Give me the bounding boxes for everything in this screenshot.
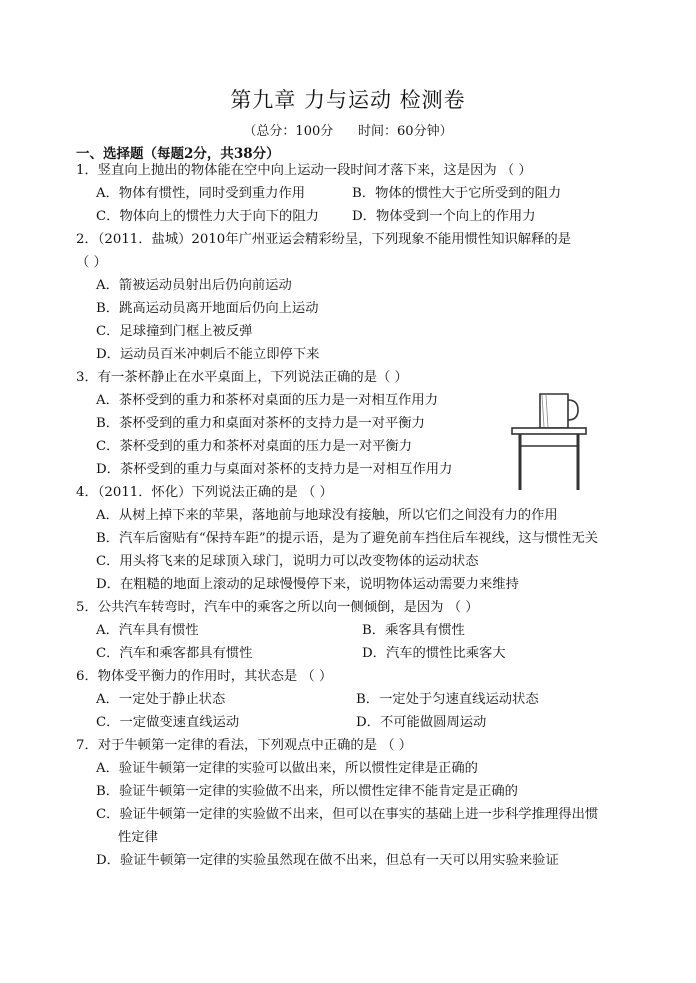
question-5-option-d: D．汽车的惯性比乘客大 bbox=[362, 646, 506, 661]
question-4-option-a: A．从树上掉下来的苹果，落地前与地球没有接触，所以它们之间没有力的作用 bbox=[96, 508, 558, 523]
question-2-option-d: D．运动员百米冲刺后不能立即停下来 bbox=[96, 347, 320, 362]
question-1-option-c: C．物体向上的惯性力大于向下的阻力 bbox=[96, 209, 319, 224]
section-heading: 一、选择题（每题2分，共38分） bbox=[76, 146, 280, 162]
question-2-option-c: C．足球撞到门框上被反弹 bbox=[96, 324, 253, 339]
question-2-stem: 2．（2011．盐城）2010年广州亚运会精彩纷呈，下列现象不能用惯性知识解释的是 bbox=[76, 232, 571, 247]
question-7-option-d: D．验证牛顿第一定律的实验虽然现在做不出来，但总有一天可以用实验来验证 bbox=[96, 853, 559, 868]
question-3-option-b: B．茶杯受到的重力和桌面对茶杯的支持力是一对平衡力 bbox=[96, 416, 425, 431]
question-3-option-d: D．茶杯受到的重力与桌面对茶杯的支持力是一对相互作用力 bbox=[96, 462, 453, 477]
question-6-option-d: D．不可能做圆周运动 bbox=[356, 715, 487, 730]
question-7-option-b: B．验证牛顿第一定律的实验做不出来，所以惯性定律不能肯定是正确的 bbox=[96, 784, 518, 799]
question-7-option-c: C．验证牛顿第一定律的实验做不出来，但可以在事实的基础上进一步科学推理得出惯 bbox=[96, 807, 599, 822]
question-1-stem: 1．竖直向上抛出的物体能在空中向上运动一段时间才落下来，这是因为 （ ） bbox=[76, 163, 532, 178]
question-7-stem: 7．对于牛顿第一定律的看法，下列观点中正确的是 （ ） bbox=[76, 738, 413, 753]
question-6-stem: 6．物体受平衡力的作用时，其状态是 （ ） bbox=[76, 669, 333, 684]
cup-on-table-figure bbox=[508, 386, 588, 496]
question-1-option-d: D．物体受到一个向上的作用力 bbox=[352, 209, 536, 224]
question-6-option-a: A．一定处于静止状态 bbox=[96, 692, 226, 707]
question-4-option-b: B．汽车后窗贴有“保持车距”的提示语，是为了避免前车挡住后车视线，这与惯性无关 bbox=[96, 531, 599, 546]
table-icon bbox=[512, 428, 586, 490]
question-1-option-b: B．物体的惯性大于它所受到的阻力 bbox=[352, 186, 562, 201]
question-5-option-b: B．乘客具有惯性 bbox=[362, 623, 465, 638]
question-4-option-d: D．在粗糙的地面上滚动的足球慢慢停下来，说明物体运动需要力来维持 bbox=[96, 577, 519, 592]
question-1-option-a: A．物体有惯性，同时受到重力作用 bbox=[96, 186, 306, 201]
question-7-option-a: A．验证牛顿第一定律的实验可以做出来，所以惯性定律是正确的 bbox=[96, 761, 478, 776]
cup-icon bbox=[540, 394, 578, 428]
question-5-stem: 5．公共汽车转弯时，汽车中的乘客之所以向一侧倾倒，是因为 （ ） bbox=[76, 600, 479, 615]
question-4-option-c: C．用头将飞来的足球顶入球门，说明力可以改变物体的运动状态 bbox=[96, 554, 479, 569]
question-6-option-b: B．一定处于匀速直线运动状态 bbox=[356, 692, 539, 707]
question-3-option-a: A．茶杯受到的重力和茶杯对桌面的压力是一对相互作用力 bbox=[96, 393, 439, 408]
question-4-stem: 4．（2011．怀化）下列说法正确的是 （ ） bbox=[76, 485, 333, 500]
question-2-option-b: B．跳高运动员离开地面后仍向上运动 bbox=[96, 301, 319, 316]
page-subtitle: （总分：100分 时间：60分钟） bbox=[243, 124, 453, 139]
question-3-option-c: C．茶杯受到的重力和茶杯对桌面的压力是一对平衡力 bbox=[96, 439, 413, 454]
question-6-option-c: C．一定做变速直线运动 bbox=[96, 715, 240, 730]
question-7-option-c-cont: 性定律 bbox=[118, 830, 158, 845]
question-5-option-c: C．汽车和乘客都具有惯性 bbox=[96, 646, 253, 661]
question-5-option-a: A．汽车具有惯性 bbox=[96, 623, 199, 638]
question-2-stem-cont: （ ） bbox=[76, 255, 107, 270]
question-2-option-a: A．箭被运动员射出后仍向前运动 bbox=[96, 278, 292, 293]
page-title: 第九章 力与运动 检测卷 bbox=[230, 88, 466, 112]
question-3-stem: 3．有一茶杯静止在水平桌面上，下列说法正确的是（ ） bbox=[76, 370, 408, 385]
